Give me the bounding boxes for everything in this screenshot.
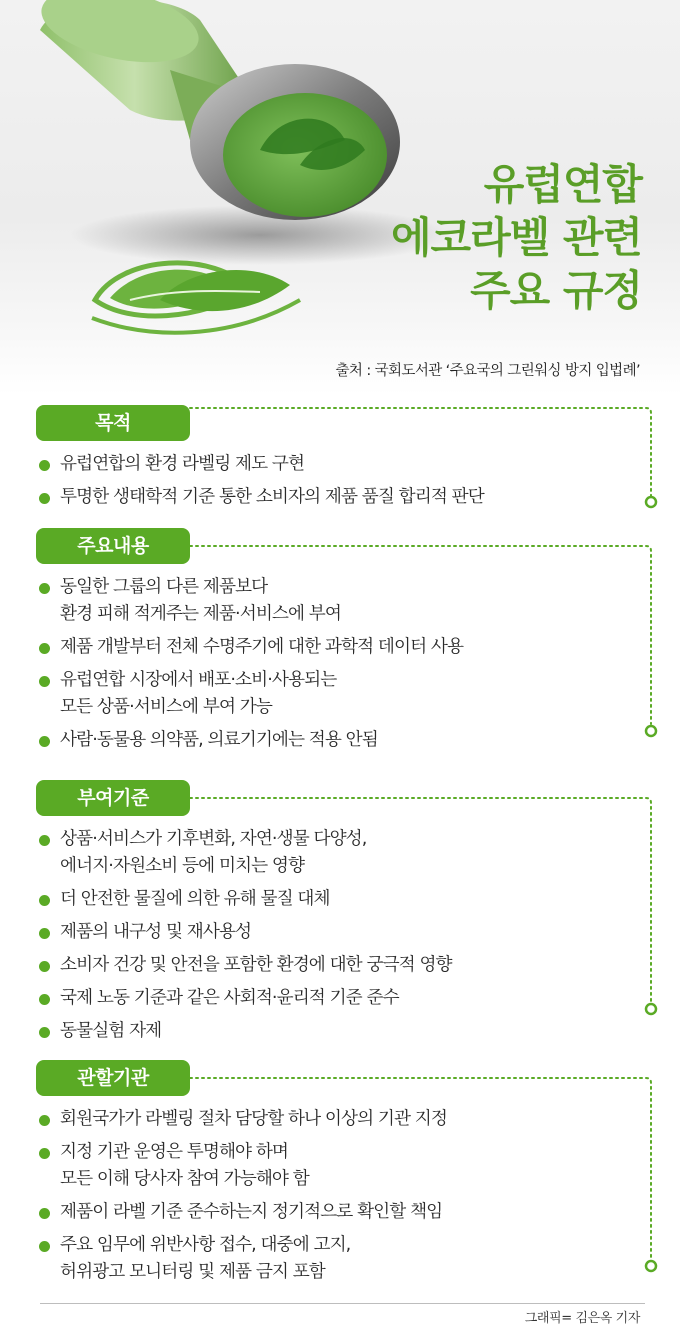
list-item: 더 안전한 물질에 의한 유해 물질 대체 [36,886,636,913]
section-label-main-content: 주요내용 [36,528,190,564]
section-end-dot-icon [646,497,656,507]
section-list [36,826,636,1051]
section-end-dot-icon [646,1004,656,1014]
list-item: 유럽연합의 환경 라벨링 제도 구현 [36,451,636,478]
list-item: 투명한 생태학적 기준 통한 소비자의 제품 품질 합리적 판단 [36,484,636,511]
section-list [36,574,636,760]
list-item: 지정 기관 운영은 투명해야 하며 모든 이해 당사자 참여 가능해야 함 [36,1139,636,1193]
section-end-dot-icon [646,1261,656,1271]
section-purpose [0,405,680,517]
list-item: 사람·동물용 의약품, 의료기기에는 적용 안됨 [36,727,636,754]
section-label-authority: 관할기관 [36,1060,190,1096]
footer-divider [40,1303,645,1304]
section-end-dot-icon [646,726,656,736]
page-title [391,158,642,317]
list-item: 유럽연합 시장에서 배포·소비·사용되는 모든 상품·서비스에 부여 가능 [36,667,636,721]
list-item: 소비자 건강 및 안전을 포함한 환경에 대한 궁극적 영향 [36,952,636,979]
list-item: 회원국가가 라벨링 절차 담당할 하나 이상의 기관 지정 [36,1106,636,1133]
section-list [36,1106,636,1292]
list-item: 상품·서비스가 기후변화, 자연·생물 다양성, 에너지·자원소비 등에 미치는 영향 [36,826,636,880]
source-note: 출처 : 국회도서관 ‘주요국의 그린워싱 방지 입법례’ [335,363,640,379]
section-main-content [0,528,680,753]
list-item: 국제 노동 기준과 같은 사회적·윤리적 기준 준수 [36,985,636,1012]
list-item: 주요 임무에 위반사항 접수, 대중에 고지, 허위광고 모니터링 및 제품 금지 포함 [36,1232,636,1286]
section-label-purpose: 목적 [36,405,190,441]
section-label-criteria: 부여기준 [36,780,190,816]
title-line-2: 에코라벨 관련 [390,213,642,262]
title-line-3: 주요 규정 [470,266,642,315]
section-criteria [0,780,680,1041]
section-list [36,451,636,517]
list-item: 제품이 라벨 기준 준수하는지 정기적으로 확인할 책임 [36,1199,636,1226]
list-item: 제품의 내구성 및 재사용성 [36,919,636,946]
graphic-credit: 그래픽= 김은옥 기자 [524,1311,640,1326]
list-item: 제품 개발부터 전체 수명주기에 대한 과학적 데이터 사용 [36,634,636,661]
leaf-imprint-icon [92,263,300,333]
title-line-1: 유럽연합 [483,160,642,209]
section-authority [0,1060,680,1282]
list-item: 동물실험 자제 [36,1018,636,1045]
list-item: 동일한 그룹의 다른 제품보다 환경 피해 적게주는 제품·서비스에 부여 [36,574,636,628]
